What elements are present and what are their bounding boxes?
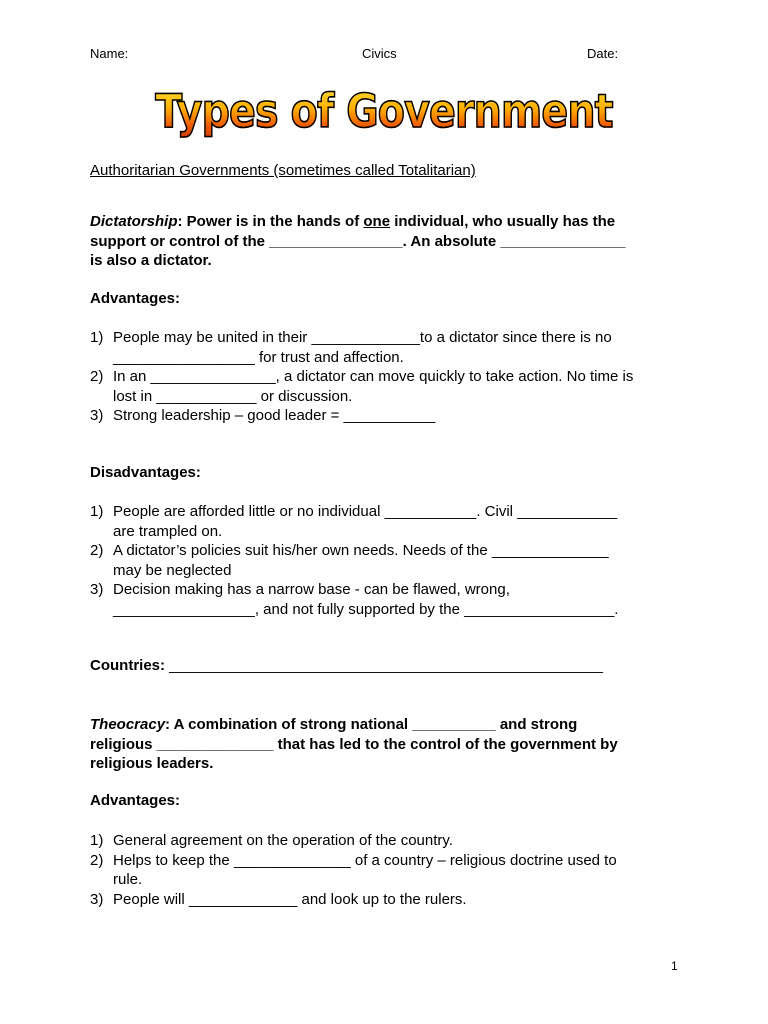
- item-text: Decision making has a narrow base - can be flawed, wrong,: [113, 581, 510, 598]
- list-item: [90, 580, 690, 619]
- list-item: [90, 831, 690, 851]
- item-text: People are afforded little or no individual ___________. Civil ____________: [113, 503, 618, 520]
- dictatorship-def-post: individual, who usually has the: [390, 213, 616, 230]
- theocracy-advantages-list: [90, 831, 690, 909]
- dictatorship-advantages-label: Advantages:: [90, 290, 181, 307]
- dictatorship-def-line2: support or control of the ________________. An absolute _______________: [90, 232, 626, 250]
- item-number: 2): [90, 851, 104, 869]
- item-text: are trampled on.: [113, 522, 223, 540]
- countries-line: [90, 657, 603, 674]
- title-container: [0, 84, 768, 138]
- item-text: People may be united in their _____________to a dictator since there is no: [113, 329, 612, 346]
- item-text: People will _____________ and look up to the rulers.: [113, 890, 467, 908]
- item-number: 2): [90, 368, 104, 385]
- countries-blank: ____________________________________________________: [169, 657, 603, 674]
- countries-label: Countries:: [90, 657, 170, 674]
- list-item: [90, 851, 690, 890]
- item-number: 3): [90, 581, 104, 598]
- name-label: Name:: [90, 46, 129, 61]
- dictatorship-disadvantages-label: Disadvantages:: [90, 464, 201, 481]
- page-number: 1: [671, 959, 678, 973]
- item-text: _________________ for trust and affection.: [113, 348, 404, 366]
- list-item: [90, 890, 690, 910]
- theocracy-def-line2: religious ______________ that has led to the control of the government by: [90, 735, 618, 753]
- dictatorship-def-pre: : Power is in the hands of: [177, 213, 364, 230]
- dictatorship-def-line3: is also a dictator.: [90, 252, 212, 269]
- list-item: [90, 406, 690, 426]
- theocracy-term: Theocracy: [90, 716, 166, 733]
- item-number: 2): [90, 542, 104, 559]
- dictatorship-advantages-list: [90, 328, 690, 426]
- dictatorship-def-emphasis: one: [363, 213, 391, 230]
- item-number: 1): [90, 832, 104, 849]
- item-text: Strong leadership – good leader = ___________: [113, 407, 436, 424]
- list-item: [90, 367, 690, 406]
- item-text: lost in ____________ or discussion.: [113, 387, 353, 405]
- item-number: 3): [90, 407, 104, 424]
- date-label: Date:: [587, 46, 619, 61]
- section-heading: Authoritarian Governments (sometimes called Totalitarian): [90, 162, 476, 179]
- item-number: 3): [90, 890, 104, 908]
- dictatorship-definition: [90, 212, 626, 271]
- item-text: may be neglected: [113, 561, 232, 579]
- item-number: 1): [90, 503, 104, 520]
- theocracy-definition: [90, 715, 618, 774]
- item-text: _________________, and not fully supported by the __________________.: [113, 600, 619, 618]
- item-text: In an _______________, a dictator can move quickly to take action. No time is: [113, 368, 634, 385]
- item-number: 1): [90, 329, 104, 346]
- dictatorship-term: Dictatorship: [90, 213, 178, 230]
- dictatorship-disadvantages-list: [90, 502, 690, 619]
- theocracy-def-line1: : A combination of strong national __________ and strong: [165, 716, 578, 733]
- item-text: rule.: [113, 871, 143, 888]
- theocracy-advantages-label: Advantages:: [90, 792, 181, 809]
- subject-label: Civics: [362, 46, 397, 61]
- list-item: [90, 328, 690, 367]
- worksheet-title: Types of Government: [155, 84, 613, 138]
- theocracy-def-line3: religious leaders.: [90, 755, 214, 772]
- list-item: [90, 541, 690, 580]
- list-item: [90, 502, 690, 541]
- item-text: A dictator’s policies suit his/her own needs. Needs of the ______________: [113, 542, 609, 559]
- item-text: Helps to keep the ______________ of a country – religious doctrine used to: [113, 851, 617, 869]
- item-text: General agreement on the operation of the country.: [113, 832, 453, 849]
